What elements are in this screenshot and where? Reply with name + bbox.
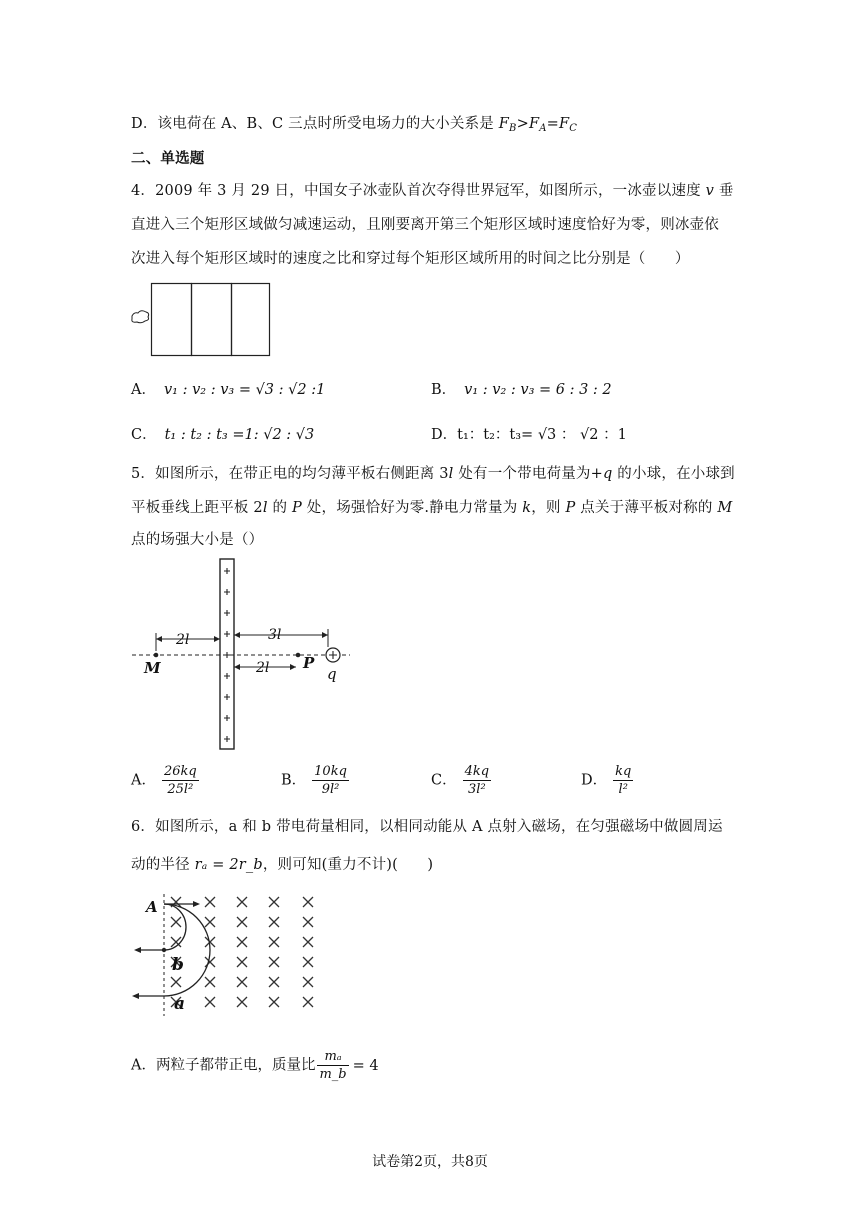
q5-line-3: 点的场强大小是（） (131, 532, 264, 548)
option-label: A． (131, 382, 156, 398)
field-cross-icon (303, 977, 313, 987)
q6-text: 动的半径 (131, 857, 195, 873)
point-m-symbol: M (717, 500, 733, 516)
q4-line-2: 直进入三个矩形区域做匀减速运动，且刚要离开第三个矩形区域时速度恰好为零，则冰壶依 (131, 217, 719, 233)
greater-than: > (516, 116, 529, 132)
q4-text: 4．2009 年 3 月 29 日，中国女子冰壶队首次夺得世界冠军，如图所示，一冰壶以速度 (131, 183, 706, 199)
option-fraction (162, 763, 199, 798)
exit-point-b (162, 948, 166, 952)
field-cross-icon (303, 917, 313, 927)
option-label: D． (581, 772, 608, 789)
fraction-numerator: 4kq (464, 764, 490, 779)
option-label: C． (131, 427, 157, 443)
q3-option-d-text: D．该电荷在 A、B、C 三点时所受电场力的大小关系是 (131, 116, 499, 132)
q4-line-1 (131, 179, 734, 200)
q4-text: 垂 (714, 183, 734, 199)
q5-option-c (431, 763, 491, 798)
point-p-symbol: P (565, 500, 576, 516)
force-symbol: F (559, 116, 570, 132)
field-cross-icon (205, 977, 215, 987)
field-cross-icon (269, 897, 279, 907)
length-symbol: l (448, 466, 454, 482)
field-cross-icon (171, 937, 181, 947)
mass-ratio-fraction (317, 1048, 348, 1083)
option-expression: v₁ : v₂ : v₃ = √3 : √2 :1 (163, 382, 326, 398)
q5-option-a (131, 763, 199, 798)
q5-line-1 (131, 462, 735, 483)
curling-stone-icon (132, 311, 149, 323)
q5-option-d (581, 763, 633, 798)
label-q: q (327, 665, 337, 683)
field-cross-icon (269, 917, 279, 927)
q6-line-1: 6．如图所示，a 和 b 带电荷量相同，以相同动能从 A 点射入磁场，在匀强磁场中做圆周运 (131, 819, 723, 835)
constant-k-symbol: k (522, 500, 532, 516)
fraction-denominator: 9l² (321, 782, 340, 797)
field-cross-icon (269, 997, 279, 1007)
charged-plate-figure (128, 555, 358, 755)
section-title: 二、单选题 (131, 150, 205, 167)
option-expression: t₁：t₂：t₃= √3 ： √2 ：1 (457, 427, 627, 443)
field-cross-icon (205, 997, 215, 1007)
field-cross-icon (171, 917, 181, 927)
field-cross-icon (237, 917, 247, 927)
q5-text: 5．如图所示，在带正电的均匀薄平板右侧距离 3 (131, 466, 449, 482)
page-footer: 试卷第2页，共8页 (372, 1154, 488, 1170)
field-cross-icon (303, 957, 313, 967)
option-label: C． (431, 772, 457, 789)
fraction-numerator: mₐ (317, 1048, 348, 1066)
radius-expression: rₐ = 2r_b (194, 857, 263, 873)
option-label: A． (131, 772, 156, 789)
q6-line-2 (131, 853, 433, 874)
subscript-c: C (569, 123, 578, 134)
q5-text: ，则 (531, 500, 566, 516)
label-2l-left: 2l (176, 632, 190, 648)
q4-option-b (431, 378, 612, 399)
option-fraction (312, 763, 349, 798)
ratio-value: = 4 (352, 1057, 379, 1074)
label-3l: 3l (268, 627, 282, 643)
fraction-denominator: m_b (319, 1067, 347, 1082)
q6-text: ，则可知(重力不计)( ) (262, 857, 434, 873)
field-cross-icon (269, 937, 279, 947)
option-expression: t₁ : t₂ : t₃ =1: √2 : √3 (164, 427, 315, 443)
field-cross-icon (205, 917, 215, 927)
q4-line-3: 次进入每个矩形区域时的速度之比和穿过每个矩形区域所用的时间之比分别是（ ） (131, 251, 690, 267)
field-cross-icon (303, 997, 313, 1007)
rectangle-region-2 (192, 284, 232, 356)
field-cross-icon (269, 977, 279, 987)
label-a-point: A (146, 898, 158, 916)
arrow-head-icon (132, 993, 139, 999)
length-symbol: l (262, 500, 268, 516)
point-m-dot (154, 653, 159, 658)
q4-option-a (131, 378, 325, 399)
option-label: B． (431, 382, 457, 398)
option-text: A．两粒子都带正电，质量比 (131, 1057, 316, 1074)
label-p: P (303, 654, 315, 672)
q5-text: 平板垂线上距平板 2 (131, 500, 263, 516)
q5-text: 的小球，在小球到 (612, 466, 735, 482)
velocity-symbol: v (705, 183, 715, 199)
fraction-denominator: 25l² (167, 782, 194, 797)
subscript-b: B (509, 123, 517, 134)
field-cross-icon (303, 937, 313, 947)
field-cross-icon (171, 977, 181, 987)
point-p-symbol: P (292, 500, 302, 516)
option-fraction (613, 763, 633, 798)
option-label: D． (431, 427, 458, 443)
label-m: M (144, 659, 161, 677)
force-symbol: F (528, 116, 540, 132)
force-symbol: F (498, 116, 510, 132)
q5-text: 的 (267, 500, 293, 516)
q5-option-b (281, 763, 349, 798)
field-cross-icon (237, 937, 247, 947)
option-expression: v₁ : v₂ : v₃ = 6 : 3 : 2 (464, 382, 612, 398)
field-cross-icon (237, 977, 247, 987)
field-cross-icon (205, 957, 215, 967)
fraction-numerator: kq (615, 764, 632, 779)
fraction-numerator: 26kq (163, 764, 197, 779)
label-b: b (172, 955, 184, 975)
equals: = (546, 116, 560, 132)
field-cross-icon (205, 897, 215, 907)
q5-text: 点关于薄平板对称的 (575, 500, 718, 516)
q5-line-2 (131, 496, 732, 517)
field-cross-icon (237, 957, 247, 967)
option-label: B． (281, 772, 307, 789)
point-p-dot (296, 653, 301, 658)
field-cross-icon (303, 897, 313, 907)
fraction-denominator: l² (618, 782, 628, 797)
magnetic-field-figure (128, 890, 333, 1020)
field-cross-icon (237, 897, 247, 907)
charge-symbol: q (602, 466, 613, 482)
q5-text: 处，场强恰好为零.静电力常量为 (301, 500, 523, 516)
field-cross-icon (237, 997, 247, 1007)
q4-option-d (431, 423, 627, 444)
q6-option-a (131, 1048, 379, 1083)
rectangle-region-1 (152, 284, 192, 356)
arrow-head-icon (193, 901, 200, 907)
q5-text: 处有一个带电荷量为+ (453, 466, 603, 482)
q4-option-c (131, 423, 314, 444)
arrow-head-icon (134, 947, 141, 953)
q3-option-d (131, 112, 577, 134)
subscript-a: A (539, 123, 547, 134)
option-fraction (463, 763, 491, 798)
rectangle-region-3 (232, 284, 270, 356)
label-2l-right: 2l (256, 660, 270, 676)
fraction-denominator: 3l² (468, 782, 486, 797)
field-cross-icon (269, 957, 279, 967)
label-a: a (174, 994, 186, 1014)
curling-rectangles-figure (128, 280, 278, 360)
fraction-numerator: 10kq (314, 764, 347, 779)
